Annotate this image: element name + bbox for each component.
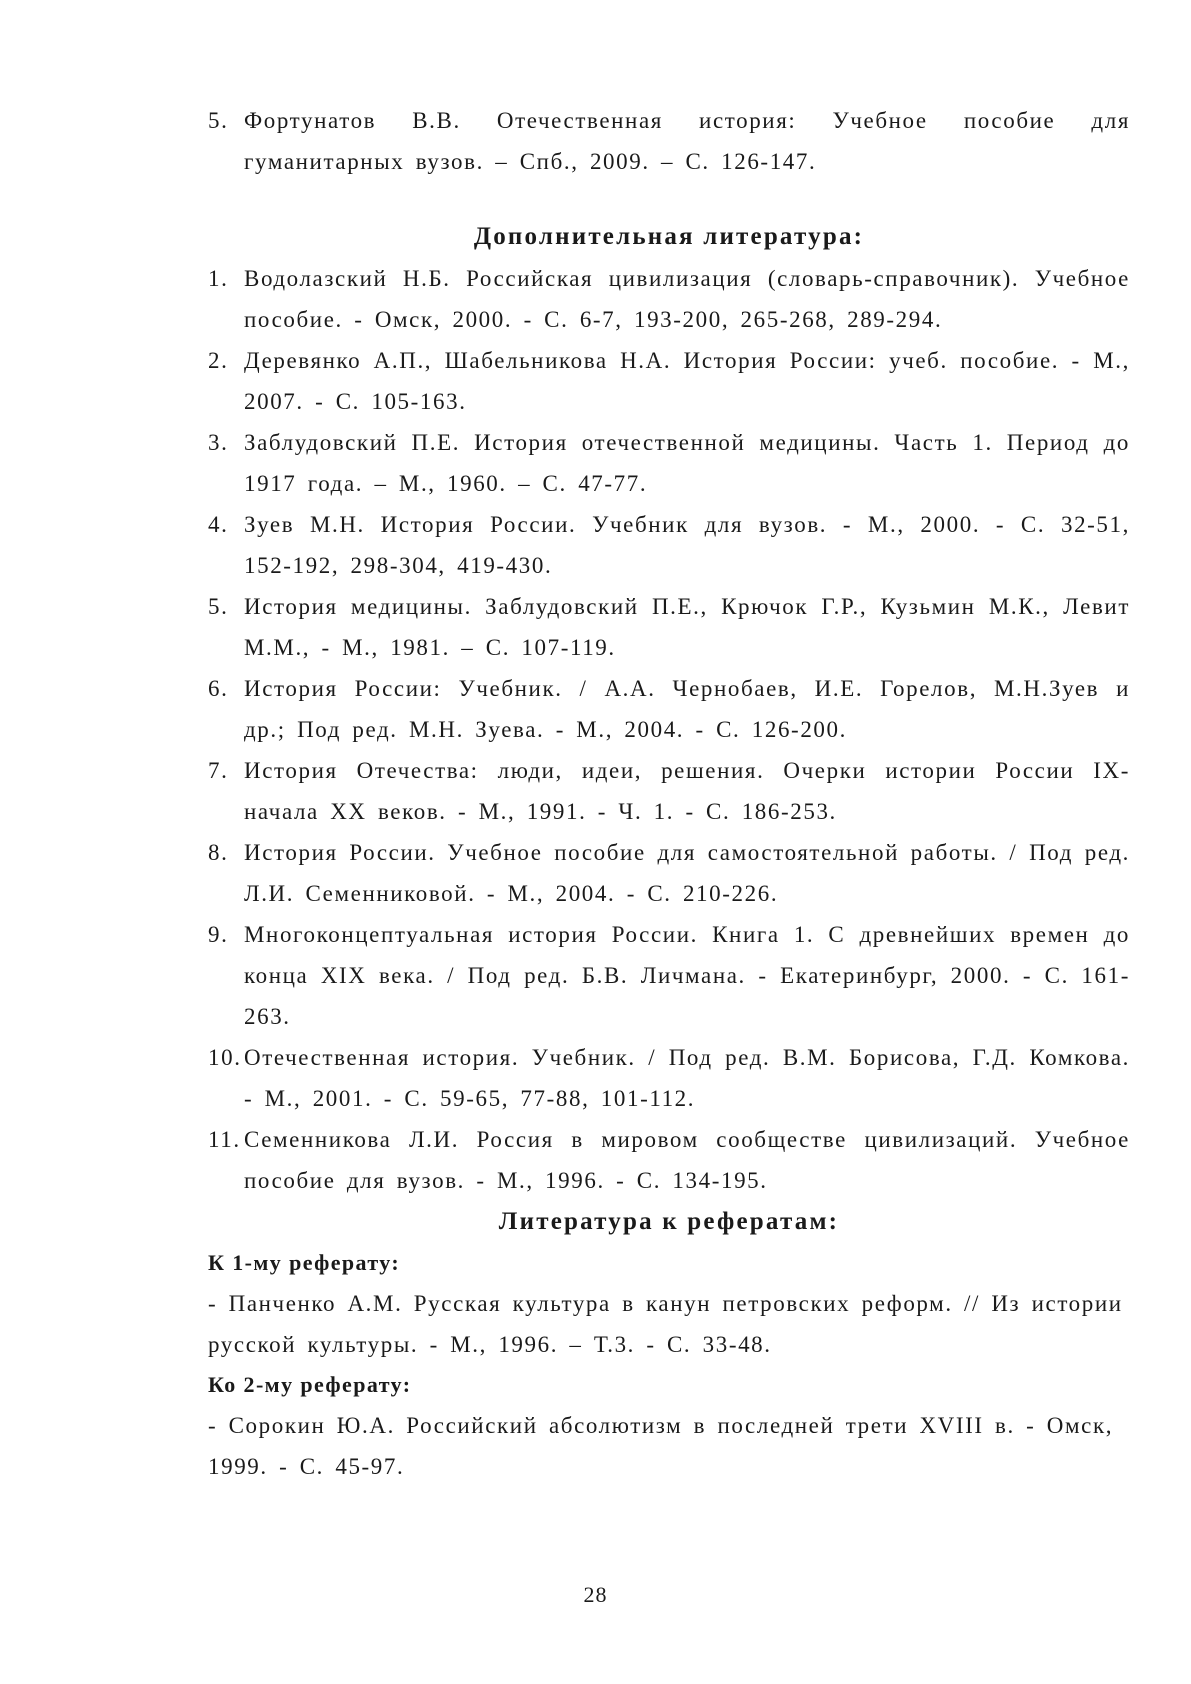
item-number: 3. [208, 430, 229, 455]
additional-item-10 [208, 1037, 1130, 1119]
item-text: Водолазский Н.Б. Российская цивилизация (словарь-справочник). Учебное пособие. - Омск, 2000. - С. 6-7, 193-200, 265-268, 289-294. [244, 266, 1130, 332]
item-number: 9. [208, 922, 229, 947]
item-text: Многоконцептуальная история России. Книга 1. С древнейших времен до конца XIX века. / Под ред. Б.В. Личмана. - Екатеринбург, 2000. - С. 161-263. [244, 922, 1130, 1029]
additional-item-1 [208, 258, 1130, 340]
additional-item-9 [208, 914, 1130, 1037]
item-text: История медицины. Заблудовский П.Е., Крючок Г.Р., Кузьмин М.К., Левит М.М., - М., 1981. – С. 107-119. [244, 594, 1130, 660]
item-text: История России: Учебник. / А.А. Чернобаев, И.Е. Горелов, М.Н.Зуев и др.; Под ред. М.Н. Зуева. - М., 2004. - С. 126-200. [244, 676, 1130, 742]
item-text: Деревянко А.П., Шабельникова Н.А. История России: учеб. пособие. - М., 2007. - С. 105-163. [244, 348, 1130, 414]
additional-item-2 [208, 340, 1130, 422]
additional-item-5 [208, 586, 1130, 668]
additional-item-7 [208, 750, 1130, 832]
item-text: История Отечества: люди, идеи, решения. Очерки истории России IX-начала XX веков. - М., 1991. - Ч. 1. - С. 186-253. [244, 758, 1130, 824]
item-number: 8. [208, 840, 229, 865]
additional-item-11 [208, 1119, 1130, 1201]
additional-item-6 [208, 668, 1130, 750]
essay-literature-heading: Литература к рефератам: [498, 1208, 840, 1235]
additional-item-8 [208, 832, 1130, 914]
item-number: 7. [208, 758, 229, 783]
additional-literature-heading: Дополнительная литература: [473, 223, 865, 250]
page-number: 28 [583, 1582, 608, 1607]
item-text: История России. Учебное пособие для самостоятельной работы. / Под ред. Л.И. Семенниковой. - М., 2004. - С. 210-226. [244, 840, 1130, 906]
main-list-item-5 [208, 100, 1130, 182]
item-text: Семенникова Л.И. Россия в мировом сообществе цивилизаций. Учебное пособие для вузов. - М., 1996. - С. 134-195. [244, 1127, 1130, 1193]
essay-2-reference: - Сорокин Ю.А. Российский абсолютизм в последней трети XVIII в. - Омск, 1999. - С. 45-97. [208, 1413, 1114, 1479]
item-text: Заблудовский П.Е. История отечественной медицины. Часть 1. Период до 1917 года. – М., 1960. – С. 47-77. [244, 430, 1130, 496]
item-number: 4. [208, 512, 229, 537]
item-number: 10. [208, 1045, 242, 1070]
additional-item-3 [208, 422, 1130, 504]
item-text: Фортунатов В.В. Отечественная история: Учебное пособие для гуманитарных вузов. – Спб., 2009. – С. 126-147. [244, 108, 1130, 174]
item-number: 6. [208, 676, 229, 701]
item-number: 1. [208, 266, 229, 291]
essay-1-label: К 1-му реферату: [208, 1250, 401, 1275]
item-number: 5. [208, 108, 229, 133]
item-number: 5. [208, 594, 229, 619]
document-page [208, 100, 1130, 1487]
additional-item-4 [208, 504, 1130, 586]
item-text: Отечественная история. Учебник. / Под ред. В.М. Борисова, Г.Д. Комкова. - М., 2001. - С. 59-65, 77-88, 101-112. [244, 1045, 1130, 1111]
item-text: Зуев М.Н. История России. Учебник для вузов. - М., 2000. - С. 32-51, 152-192, 298-304, 419-430. [244, 512, 1130, 578]
item-number: 11. [208, 1127, 241, 1152]
essay-1-reference: - Панченко А.М. Русская культура в канун петровских реформ. // Из истории русской культуры. - М., 1996. – Т.3. - С. 33-48. [208, 1291, 1123, 1357]
item-number: 2. [208, 348, 229, 373]
essay-2-label: Ко 2-му реферату: [208, 1372, 412, 1397]
